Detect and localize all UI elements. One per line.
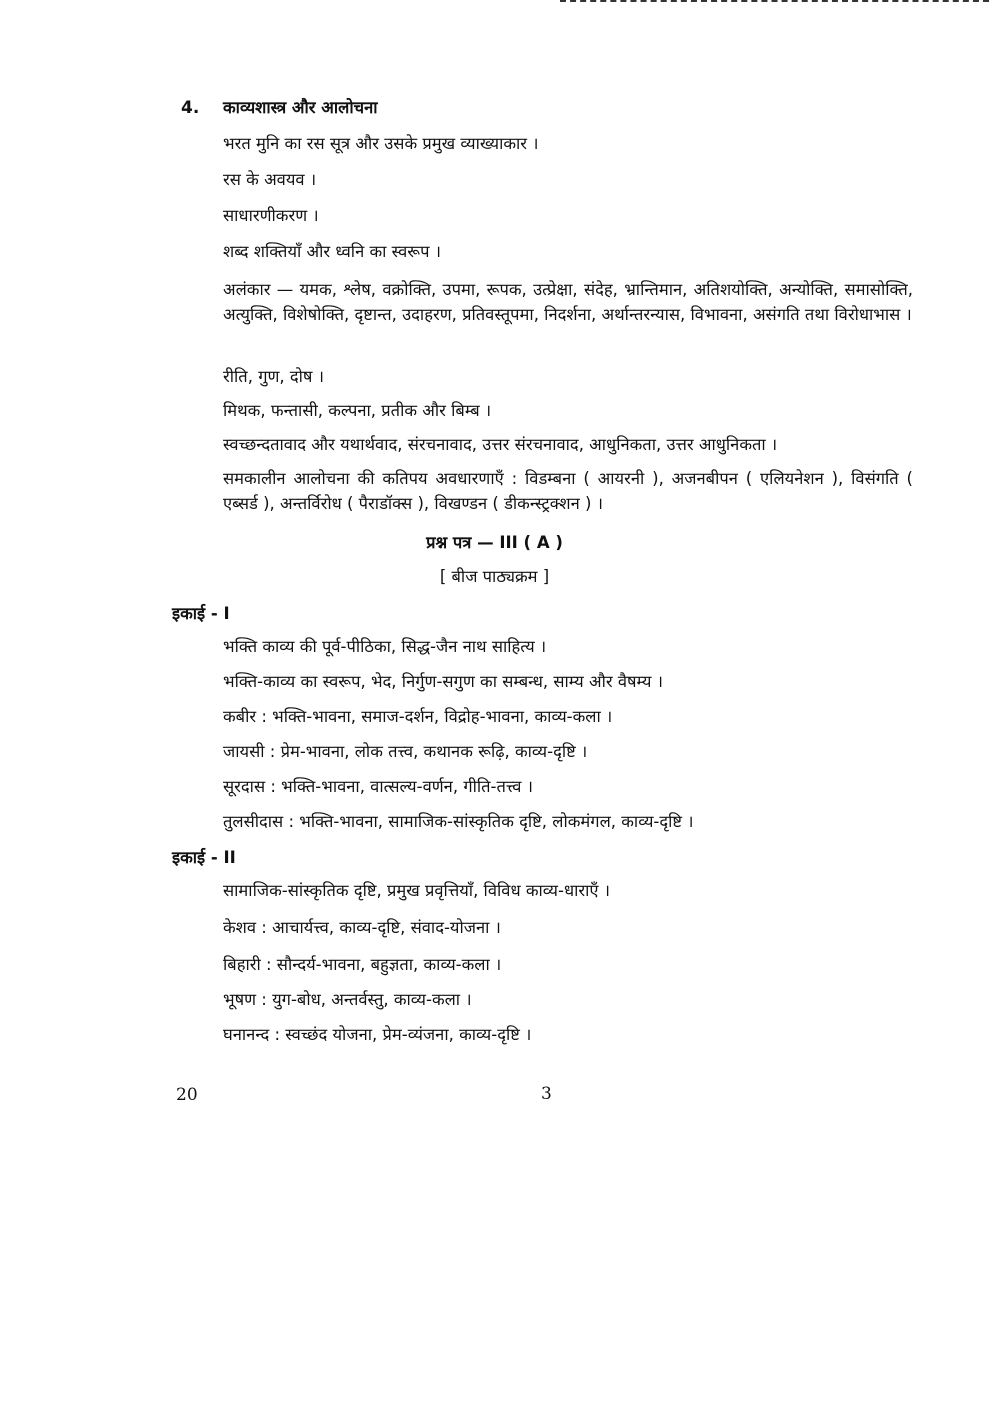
list-item: सूरदास : भक्ति-भावना, वात्सल्य-वर्णन, गीति-तत्त्व ।: [223, 777, 533, 796]
list-item: भक्ति काव्य की पूर्व-पीठिका, सिद्ध-जैन नाथ साहित्य ।: [223, 637, 547, 656]
list-item: कबीर : भक्ति-भावना, समाज-दर्शन, विद्रोह-भावना, काव्य-कला ।: [223, 707, 613, 726]
list-item: रस के अवयव ।: [223, 170, 317, 189]
unit-1-title: इकाई - I: [172, 604, 230, 623]
list-item: मिथक, फन्तासी, कल्पना, प्रतीक और बिम्ब ।: [223, 401, 492, 420]
list-item: भूषण : युग-बोध, अन्तर्वस्तु, काव्य-कला ।: [223, 990, 472, 1009]
list-item: स्वच्छन्दतावाद और यथार्थवाद, संरचनावाद, उत्तर संरचनावाद, आधुनिकता, उत्तर आधुनिकता ।: [223, 435, 778, 454]
list-item: घनानन्द : स्वच्छंद योजना, प्रेम-व्यंजना, काव्य-दृष्टि ।: [223, 1025, 532, 1044]
list-item: केशव : आचार्यत्त्व, काव्य-दृष्टि, संवाद-योजना ।: [223, 918, 501, 937]
list-item: भरत मुनि का रस सूत्र और उसके प्रमुख व्याख्याकार ।: [223, 134, 539, 153]
unit-2-title: इकाई - II: [172, 848, 236, 867]
list-item: बिहारी : सौन्दर्य-भावना, बहुज्ञता, काव्य-कला ।: [223, 955, 502, 974]
list-item-avadharanayen: समकालीन आलोचना की कतिपय अवधारणाएँ : विडम्बना ( आयरनी ), अजनबीपन ( एलियनेशन ), विसंगति ( एब्सर्ड ), अन्तर्विरोध ( पैराडॉक्स ), विखण्डन ( डीकन्स्ट्रक्शन ) ।: [223, 469, 913, 513]
paper-subheading: [ बीज पाठ्यक्रम ]: [439, 567, 550, 586]
paper-heading: प्रश्न पत्र — III ( A ): [426, 533, 563, 552]
list-item: सामाजिक-सांस्कृतिक दृष्टि, प्रमुख प्रवृत्तियाँ, विविध काव्य-धाराएँ ।: [223, 881, 611, 900]
page-number: 3: [541, 1084, 552, 1104]
scan-top-border: [560, 0, 989, 5]
list-item-alankar: अलंकार — यमक, श्लेष, वक्रोक्ति, उपमा, रूपक, उत्प्रेक्षा, संदेह, भ्रान्तिमान, अतिशयोक्ति, अन्योक्ति, समासोक्ति, अत्युक्ति, विशेषोक्ति, दृष्टान्त, उदाहरण, प्रतिवस्तूपमा, निदर्शना, अर्थान्तरन्यास, विभावना, असंगति तथा विरोधाभास ।: [223, 280, 913, 324]
section-number: 4.: [181, 98, 200, 118]
section-title: काव्यशास्त्र और आलोचना: [223, 98, 378, 117]
list-item: भक्ति-काव्य का स्वरूप, भेद, निर्गुण-सगुण का सम्बन्ध, साम्य और वैषम्य ।: [223, 672, 663, 691]
list-item: तुलसीदास : भक्ति-भावना, सामाजिक-सांस्कृतिक दृष्टि, लोकमंगल, काव्य-दृष्टि ।: [223, 812, 694, 831]
list-item: जायसी : प्रेम-भावना, लोक तत्त्व, कथानक रूढ़ि, काव्य-दृष्टि ।: [223, 742, 588, 761]
list-item: रीति, गुण, दोष ।: [223, 367, 324, 386]
list-item: साधारणीकरण ।: [223, 206, 319, 225]
list-item: शब्द शक्तियाँ और ध्वनि का स्वरूप ।: [223, 242, 441, 261]
footer-code: 20: [176, 1085, 198, 1105]
